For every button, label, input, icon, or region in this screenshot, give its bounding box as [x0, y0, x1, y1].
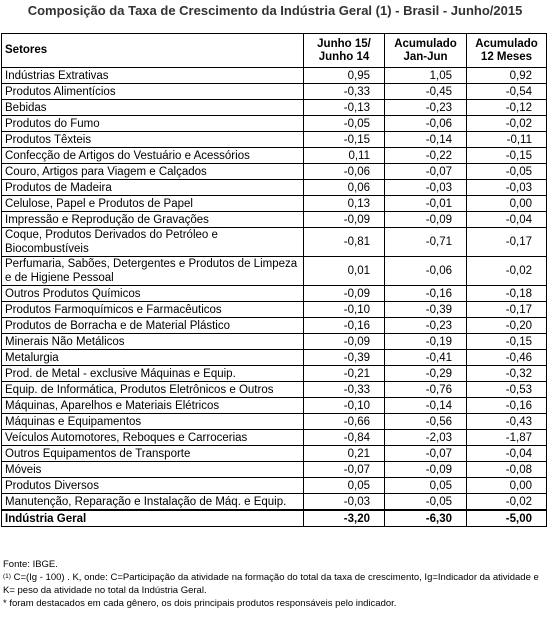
- acumulado-cell: -0,05: [385, 494, 467, 511]
- sector-cell: Indústria Geral: [2, 510, 304, 527]
- acumulado-cell: -0,41: [385, 350, 467, 366]
- junho-cell: -0,21: [304, 366, 385, 382]
- header-junho-line1: Junho 15/: [317, 37, 371, 50]
- doze-meses-cell: 0,00: [467, 478, 547, 494]
- doze-meses-cell: -0,02: [467, 257, 547, 286]
- table-row: [2, 180, 547, 196]
- doze-meses-cell: -0,53: [467, 382, 547, 398]
- sector-cell: Couro, Artigos para Viagem e Calçados: [2, 164, 304, 180]
- acumulado-cell: -0,09: [385, 212, 467, 228]
- junho-cell: 0,06: [304, 180, 385, 196]
- growth-composition-table: [1, 33, 547, 527]
- table-header-row: [2, 34, 547, 68]
- acumulado-cell: -0,03: [385, 180, 467, 196]
- table-row: [2, 257, 547, 286]
- footnote-1-text: C=(Ig - 100) . K, onde: C=Participação da atividade na formação do total da taxa de crescimento, Ig=Indicador da atividade e K= peso da atividade no total da Indústria Geral.: [3, 572, 539, 596]
- junho-cell: -0,16: [304, 318, 385, 334]
- junho-cell: -3,20: [304, 510, 385, 527]
- sector-cell: Outros Produtos Químicos: [2, 286, 304, 302]
- doze-meses-cell: -0,16: [467, 398, 547, 414]
- sector-cell: Veículos Automotores, Reboques e Carrocerias: [2, 430, 304, 446]
- doze-meses-cell: -0,20: [467, 318, 547, 334]
- table-row: [2, 164, 547, 180]
- doze-meses-cell: -0,12: [467, 100, 547, 116]
- acumulado-cell: -0,29: [385, 366, 467, 382]
- junho-cell: 0,01: [304, 257, 385, 286]
- footnote-1: [3, 571, 548, 597]
- table-row: [2, 212, 547, 228]
- junho-cell: -0,81: [304, 228, 385, 257]
- doze-meses-cell: 0,00: [467, 196, 547, 212]
- table-row: [2, 350, 547, 366]
- sector-cell: Metalurgia: [2, 350, 304, 366]
- footnote-1-marker: (1): [3, 573, 11, 580]
- doze-meses-cell: -0,17: [467, 228, 547, 257]
- footnote-2: * foram destacados em cada gênero, os dois principais produtos responsáveis pelo indicador.: [3, 598, 397, 609]
- doze-meses-cell: -5,00: [467, 510, 547, 527]
- sector-cell: Equip. de Informática, Produtos Eletrônicos e Outros: [2, 382, 304, 398]
- acumulado-cell: 1,05: [385, 68, 467, 84]
- table-row: [2, 116, 547, 132]
- junho-cell: -0,06: [304, 164, 385, 180]
- table-body: [2, 68, 547, 527]
- doze-meses-cell: -0,05: [467, 164, 547, 180]
- acumulado-cell: -0,45: [385, 84, 467, 100]
- table-row: [2, 462, 547, 478]
- junho-cell: -0,03: [304, 494, 385, 511]
- junho-cell: -0,10: [304, 398, 385, 414]
- sector-cell: Manutenção, Reparação e Instalação de Máq. e Equip.: [2, 494, 304, 511]
- table-row: [2, 478, 547, 494]
- doze-meses-cell: -0,04: [467, 212, 547, 228]
- doze-meses-cell: -0,32: [467, 366, 547, 382]
- header-setores: Setores: [2, 34, 304, 68]
- acumulado-cell: -0,09: [385, 462, 467, 478]
- sector-cell: Produtos Alimentícios: [2, 84, 304, 100]
- header-acumulado-12-meses: [467, 34, 547, 68]
- sector-cell: Máquinas, Aparelhos e Materiais Elétricos: [2, 398, 304, 414]
- table-row: [2, 334, 547, 350]
- doze-meses-cell: -1,87: [467, 430, 547, 446]
- sector-cell: Impressão e Reprodução de Gravações: [2, 212, 304, 228]
- table-row: [2, 148, 547, 164]
- doze-meses-cell: -0,15: [467, 334, 547, 350]
- sector-cell: Produtos Farmoquímicos e Farmacêuticos: [2, 302, 304, 318]
- acumulado-cell: -2,03: [385, 430, 467, 446]
- sector-cell: Máquinas e Equipamentos: [2, 414, 304, 430]
- table-row: [2, 446, 547, 462]
- junho-cell: -0,84: [304, 430, 385, 446]
- junho-cell: -0,09: [304, 334, 385, 350]
- table-row: [2, 382, 547, 398]
- acumulado-cell: -0,06: [385, 257, 467, 286]
- sector-cell: Produtos de Madeira: [2, 180, 304, 196]
- header-junho: [304, 34, 385, 68]
- junho-cell: -0,05: [304, 116, 385, 132]
- junho-cell: -0,39: [304, 350, 385, 366]
- acumulado-cell: -0,22: [385, 148, 467, 164]
- table-title: Composição da Taxa de Crescimento da Indústria Geral (1) - Brasil - Junho/2015: [27, 3, 523, 18]
- junho-cell: 0,13: [304, 196, 385, 212]
- sector-cell: Outros Equipamentos de Transporte: [2, 446, 304, 462]
- acumulado-cell: -0,76: [385, 382, 467, 398]
- sector-cell: Prod. de Metal - exclusive Máquinas e Equip.: [2, 366, 304, 382]
- acumulado-cell: -0,14: [385, 398, 467, 414]
- doze-meses-cell: -0,11: [467, 132, 547, 148]
- table-row: [2, 318, 547, 334]
- doze-meses-cell: -0,18: [467, 286, 547, 302]
- junho-cell: -0,10: [304, 302, 385, 318]
- junho-cell: 0,95: [304, 68, 385, 84]
- doze-meses-cell: -0,02: [467, 494, 547, 511]
- total-row: [2, 510, 547, 527]
- sector-cell: Produtos do Fumo: [2, 116, 304, 132]
- acumulado-cell: -0,56: [385, 414, 467, 430]
- sector-cell: Bebidas: [2, 100, 304, 116]
- junho-cell: -0,09: [304, 286, 385, 302]
- junho-cell: -0,33: [304, 84, 385, 100]
- doze-meses-cell: -0,03: [467, 180, 547, 196]
- acumulado-cell: -0,23: [385, 318, 467, 334]
- doze-meses-cell: 0,92: [467, 68, 547, 84]
- sector-cell: Produtos Diversos: [2, 478, 304, 494]
- junho-cell: -0,07: [304, 462, 385, 478]
- acumulado-cell: -0,71: [385, 228, 467, 257]
- sector-cell: Confecção de Artigos do Vestuário e Acessórios: [2, 148, 304, 164]
- table-row: [2, 196, 547, 212]
- doze-meses-cell: -0,54: [467, 84, 547, 100]
- table-row: [2, 366, 547, 382]
- junho-cell: -0,15: [304, 132, 385, 148]
- table-row: [2, 286, 547, 302]
- sector-cell: Perfumaria, Sabões, Detergentes e Produtos de Limpeza e de Higiene Pessoal: [2, 257, 304, 286]
- header-12m-line2: 12 Meses: [480, 50, 533, 63]
- table-row: [2, 100, 547, 116]
- junho-cell: 0,05: [304, 478, 385, 494]
- acumulado-cell: -6,30: [385, 510, 467, 527]
- sector-cell: Produtos Têxteis: [2, 132, 304, 148]
- acumulado-cell: -0,39: [385, 302, 467, 318]
- sector-cell: Coque, Produtos Derivados do Petróleo e Biocombustíveis: [2, 228, 304, 257]
- table-row: [2, 68, 547, 84]
- header-acum-line2: Jan-Jun: [403, 50, 448, 63]
- doze-meses-cell: -0,17: [467, 302, 547, 318]
- table-row: [2, 398, 547, 414]
- junho-cell: -0,33: [304, 382, 385, 398]
- junho-cell: -0,66: [304, 414, 385, 430]
- junho-cell: -0,09: [304, 212, 385, 228]
- header-acum-line1: Acumulado: [394, 37, 457, 50]
- doze-meses-cell: -0,46: [467, 350, 547, 366]
- doze-meses-cell: -0,04: [467, 446, 547, 462]
- acumulado-cell: -0,19: [385, 334, 467, 350]
- header-acumulado-jan-jun: [385, 34, 467, 68]
- acumulado-cell: 0,05: [385, 478, 467, 494]
- acumulado-cell: -0,07: [385, 446, 467, 462]
- acumulado-cell: -0,07: [385, 164, 467, 180]
- doze-meses-cell: -0,02: [467, 116, 547, 132]
- sector-cell: Produtos de Borracha e de Material Plástico: [2, 318, 304, 334]
- sector-cell: Minerais Não Metálicos: [2, 334, 304, 350]
- table-row: [2, 84, 547, 100]
- footnotes: [3, 558, 548, 610]
- source-note: Fonte: IBGE.: [3, 559, 58, 570]
- junho-cell: 0,21: [304, 446, 385, 462]
- table-row: [2, 430, 547, 446]
- acumulado-cell: -0,23: [385, 100, 467, 116]
- table-row: [2, 494, 547, 511]
- acumulado-cell: -0,06: [385, 116, 467, 132]
- acumulado-cell: -0,14: [385, 132, 467, 148]
- sector-cell: Celulose, Papel e Produtos de Papel: [2, 196, 304, 212]
- table-row: [2, 414, 547, 430]
- acumulado-cell: -0,16: [385, 286, 467, 302]
- table-row: [2, 302, 547, 318]
- doze-meses-cell: -0,43: [467, 414, 547, 430]
- sector-cell: Indústrias Extrativas: [2, 68, 304, 84]
- doze-meses-cell: -0,15: [467, 148, 547, 164]
- table-row: [2, 132, 547, 148]
- sector-cell: Móveis: [2, 462, 304, 478]
- doze-meses-cell: -0,08: [467, 462, 547, 478]
- junho-cell: -0,13: [304, 100, 385, 116]
- junho-cell: 0,11: [304, 148, 385, 164]
- header-12m-line1: Acumulado: [475, 37, 538, 50]
- header-junho-line2: Junho 14: [318, 50, 370, 63]
- table-row: [2, 228, 547, 257]
- acumulado-cell: -0,01: [385, 196, 467, 212]
